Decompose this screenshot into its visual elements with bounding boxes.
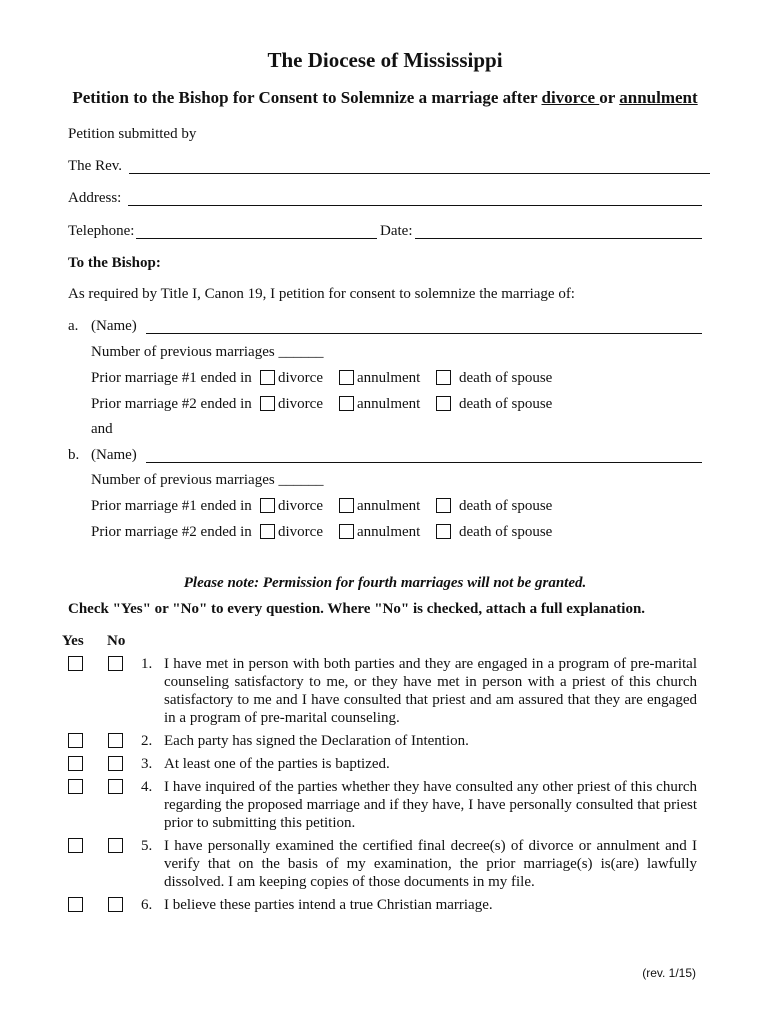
q3-text: At least one of the parties is baptized. [164, 756, 390, 772]
q5-no-checkbox[interactable] [108, 838, 123, 853]
party-b-m2-death-label: death of spouse [459, 524, 553, 540]
party-a-prev-marriages-label [91, 344, 323, 361]
q2-no-checkbox[interactable] [108, 733, 123, 748]
party-a-letter: a. [68, 318, 79, 334]
party-a-prev-blank[interactable]: ______ [278, 344, 324, 360]
party-b-name-label: (Name) [91, 447, 137, 463]
q4-text: I have inquired of the parties whether they have consulted any other priest of this church regarding the proposed marriage and if they have, I have personally consulted that priest prior to submitting this petition. [164, 779, 697, 831]
party-b-m2-divorce-label: divorce [278, 524, 323, 540]
q6-yes-checkbox[interactable] [68, 897, 83, 912]
party-b-letter: b. [68, 447, 80, 463]
party-b-m1-divorce-label: divorce [278, 498, 323, 514]
q1-text: I have met in person with both parties and they are engaged in a program of pre-marital counseling satisfactory to me, or they have met in person with a priest of this church satisfactory to me and I have consulted that priest and am assured that they are engaged in a program of pre-marital counseling. [164, 656, 697, 726]
document-title: The Diocese of Mississippi [267, 48, 503, 72]
party-a-name-label: (Name) [91, 318, 137, 334]
document-subtitle [0, 88, 770, 108]
party-b-m1-divorce-checkbox[interactable] [260, 498, 275, 513]
party-a-m2-divorce-label: divorce [278, 396, 323, 412]
q3-no-checkbox[interactable] [108, 756, 123, 771]
petition-submitted-label: Petition submitted by [68, 126, 197, 142]
party-b-name-field[interactable] [146, 462, 702, 463]
q5-yes-checkbox[interactable] [68, 838, 83, 853]
q2-yes-checkbox[interactable] [68, 733, 83, 748]
party-b-m1-annulment-checkbox[interactable] [339, 498, 354, 513]
party-b-m1-annulment-label: annulment [357, 498, 421, 514]
party-b-m2-annulment-label: annulment [357, 524, 421, 540]
revision-label: (rev. 1/15) [642, 966, 696, 980]
party-b-prev-marriages-label [91, 472, 323, 489]
to-bishop-heading: To the Bishop: [68, 255, 161, 271]
q4-yes-checkbox[interactable] [68, 779, 83, 794]
address-field[interactable] [128, 205, 702, 206]
check-instruction: Check "Yes" or "No" to every question. Where "No" is checked, attach a full explanation. [68, 601, 646, 617]
and-label: and [91, 421, 113, 437]
party-b-m2-divorce-checkbox[interactable] [260, 524, 275, 539]
party-a-m1-divorce-checkbox[interactable] [260, 370, 275, 385]
q6-text: I believe these parties intend a true Christian marriage. [164, 897, 493, 913]
rev-field[interactable] [129, 173, 710, 174]
no-column-header: No [107, 633, 126, 649]
q1-no-checkbox[interactable] [108, 656, 123, 671]
party-b-marriage1-label: Prior marriage #1 ended in [91, 498, 252, 514]
q1-number: 1. [141, 656, 153, 672]
party-a-name-field[interactable] [146, 333, 702, 334]
q3-number: 3. [141, 756, 153, 772]
subtitle-or: or [599, 88, 620, 107]
subtitle-divorce: divorce [541, 88, 600, 107]
q4-number: 4. [141, 779, 153, 795]
telephone-label: Telephone: [68, 223, 135, 239]
party-a-marriage2-label: Prior marriage #2 ended in [91, 396, 252, 412]
party-a-m2-annulment-label: annulment [357, 396, 421, 412]
party-a-m2-divorce-checkbox[interactable] [260, 396, 275, 411]
party-a-m1-death-checkbox[interactable] [436, 370, 451, 385]
q6-no-checkbox[interactable] [108, 897, 123, 912]
party-a-m1-annulment-label: annulment [357, 370, 421, 386]
party-b-marriage2-label: Prior marriage #2 ended in [91, 524, 252, 540]
q1-yes-checkbox[interactable] [68, 656, 83, 671]
party-a-m1-divorce-label: divorce [278, 370, 323, 386]
fourth-marriage-note: Please note: Permission for fourth marriages will not be granted. [183, 575, 587, 591]
party-b-prev-blank[interactable]: ______ [278, 472, 324, 488]
rev-label: The Rev. [68, 158, 123, 174]
q6-number: 6. [141, 897, 153, 913]
q4-no-checkbox[interactable] [108, 779, 123, 794]
q5-number: 5. [141, 838, 153, 854]
party-b-prev-text: Number of previous marriages [91, 472, 275, 488]
party-b-m1-death-label: death of spouse [459, 498, 553, 514]
address-label: Address: [68, 190, 122, 206]
party-b-m2-annulment-checkbox[interactable] [339, 524, 354, 539]
party-a-m2-annulment-checkbox[interactable] [339, 396, 354, 411]
party-a-m1-death-label: death of spouse [459, 370, 553, 386]
party-a-m2-death-checkbox[interactable] [436, 396, 451, 411]
q3-yes-checkbox[interactable] [68, 756, 83, 771]
canon-statement: As required by Title I, Canon 19, I petition for consent to solemnize the marriage of: [68, 286, 575, 302]
party-b-m2-death-checkbox[interactable] [436, 524, 451, 539]
subtitle-text: Petition to the Bishop for Consent to Solemnize a marriage after [72, 88, 542, 107]
q2-number: 2. [141, 733, 153, 749]
date-field[interactable] [415, 238, 702, 239]
yes-column-header: Yes [62, 633, 84, 649]
party-a-prev-text: Number of previous marriages [91, 344, 275, 360]
party-a-m2-death-label: death of spouse [459, 396, 553, 412]
party-a-marriage1-label: Prior marriage #1 ended in [91, 370, 252, 386]
q2-text: Each party has signed the Declaration of Intention. [164, 733, 469, 749]
telephone-field[interactable] [136, 238, 377, 239]
party-b-m1-death-checkbox[interactable] [436, 498, 451, 513]
date-label: Date: [380, 223, 413, 239]
party-a-m1-annulment-checkbox[interactable] [339, 370, 354, 385]
subtitle-annulment: annulment [619, 88, 698, 107]
q5-text: I have personally examined the certified final decree(s) of divorce or annulment and I verify that on the basis of my examination, the prior marriage(s) is(are) lawfully dissolved. I am keeping copies of those documents in my file. [164, 838, 697, 890]
